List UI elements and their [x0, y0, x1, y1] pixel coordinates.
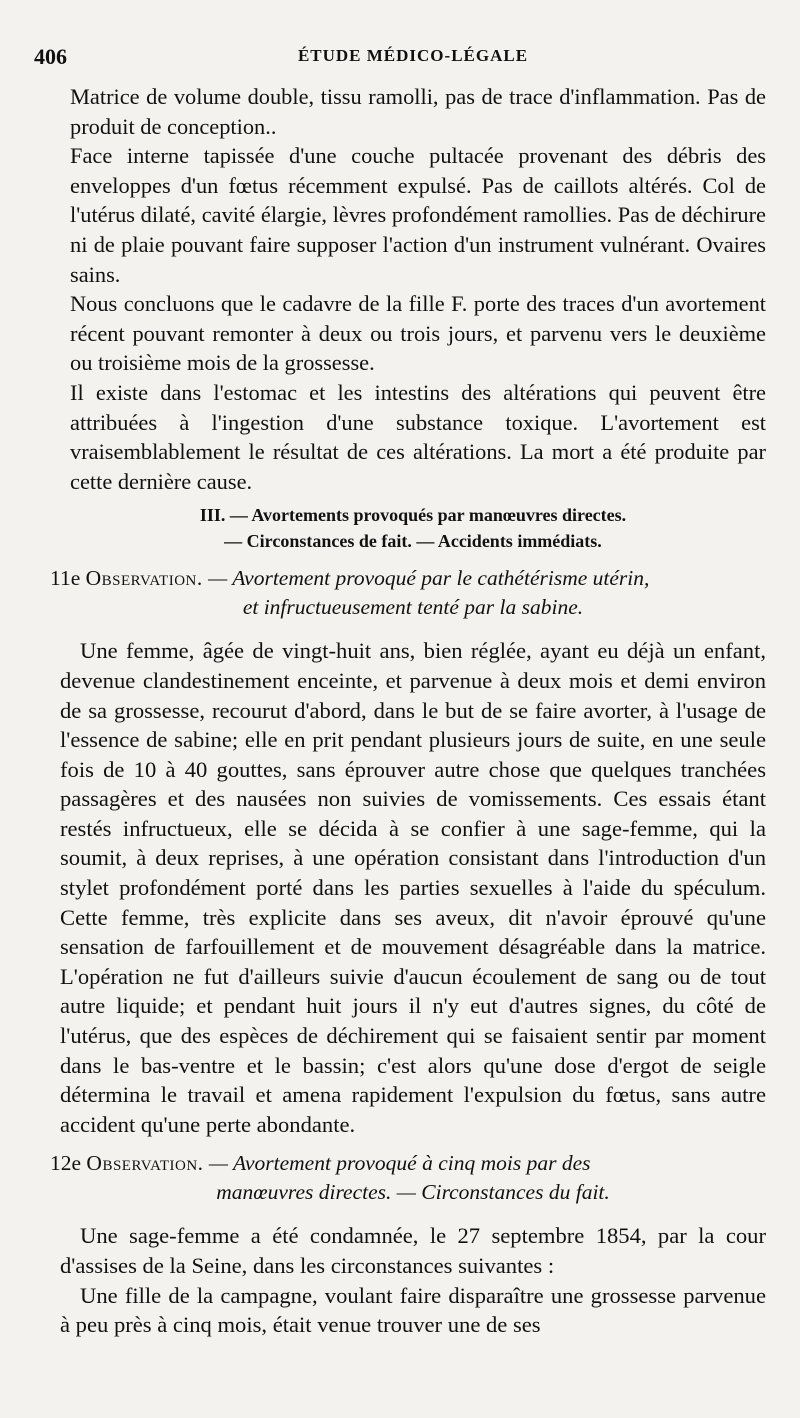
observation-label: Observation. [86, 1151, 204, 1176]
observation-number: 11e [50, 566, 81, 591]
body-top [60, 82, 766, 496]
observation-11-body [60, 636, 766, 1139]
observation-title: — Avortement provoqué par le cathétérisme utérin, [208, 566, 650, 591]
observation-title-cont: et infructueusement tenté par la sabine. [242, 595, 584, 620]
observation-12-heading [50, 1149, 766, 1207]
observation-number: 12e [50, 1151, 82, 1176]
section-heading [60, 502, 766, 554]
observation-label: Observation. [85, 566, 203, 591]
observation-title: — Avortement provoqué à cinq mois par des [208, 1151, 591, 1176]
page-header [34, 38, 766, 82]
paragraph: Nous concluons que le cadavre de la fille F. porte des traces d'un avortement récent pouvant remonter à deux ou trois jours, et parvenu vers le deuxième ou troisième mois de la grossesse. [70, 291, 766, 376]
page-number: 406 [34, 44, 67, 69]
paragraph: Face interne tapissée d'une couche pultacée provenant des débris des enveloppes d'un fœtus récemment expulsé. Pas de caillots altérés. Col de l'utérus dilaté, cavité élargie, lèvres profondément ramollies. Pas de déchirure ni de plaie pouvant faire supposer l'action d'un instrument vulnérant. Ovaires sains. [70, 143, 766, 287]
running-head: ÉTUDE MÉDICO-LÉGALE [297, 46, 529, 65]
observation-title-cont: manœuvres directes. — Circonstances du fait. [216, 1180, 610, 1205]
paragraph: Il existe dans l'estomac et les intestins des altérations qui peuvent être attribuées à l'ingestion d'une substance toxique. L'avortement est vraisemblablement le résultat de ces altérations. La mort a été produite par cette dernière cause. [70, 379, 766, 494]
paragraph: Matrice de volume double, tissu ramolli, pas de trace d'inflammation. Pas de produit de conception.. [70, 84, 766, 139]
section-heading-line1: III. — Avortements provoqués par manœuvres directes. [199, 505, 627, 526]
paragraph: Une fille de la campagne, voulant faire disparaître une grossesse parvenue à peu près à cinq mois, était venue trouver une de ses [60, 1282, 766, 1338]
paragraph: Une sage-femme a été condamnée, le 27 septembre 1854, par la cour d'assises de la Seine, dans les circonstances suivantes : [60, 1223, 766, 1278]
paragraph: Une femme, âgée de vingt-huit ans, bien réglée, ayant eu déjà un enfant, devenue clandestinement enceinte, et parvenue à deux mois et demi environ de sa grossesse, recourut d'abord, dans le but de se faire avorter, à l'usage de l'essence de sabine; elle en prit pendant plusieurs jours de suite, en une seule fois de 10 à 40 gouttes, sans éprouver autre chose que quelques tranchées passagères et des nausées non suivies de vomissements. Ces essais étant restés infructueux, elle se décida à se confier à une sage-femme, qui la soumit, à deux reprises, à une opération consistant dans l'introduction d'un stylet profondément porté dans les parties sexuelles à l'aide du spéculum. Cette femme, très explicite dans ses aveux, dit n'avoir éprouvé qu'une sensation de farfouillement et de mouvement désagréable dans la matrice. L'opération ne fut d'ailleurs suivie d'aucun écoulement de sang ou de tout autre liquide; et pendant huit jours il n'y eut d'autres signes, du côté de l'utérus, que des espèces de déchirement qui se faisaient sentir par moment dans le bas-ventre et le bassin; c'est alors qu'une dose d'ergot de seigle détermina le travail et amena rapidement l'expulsion du fœtus, sans autre accident qu'une perte abondante. [60, 638, 766, 1137]
observation-11-heading [50, 564, 766, 622]
observation-12-body [60, 1221, 766, 1339]
section-heading-line2: — Circonstances de fait. — Accidents immédiats. [224, 531, 602, 552]
